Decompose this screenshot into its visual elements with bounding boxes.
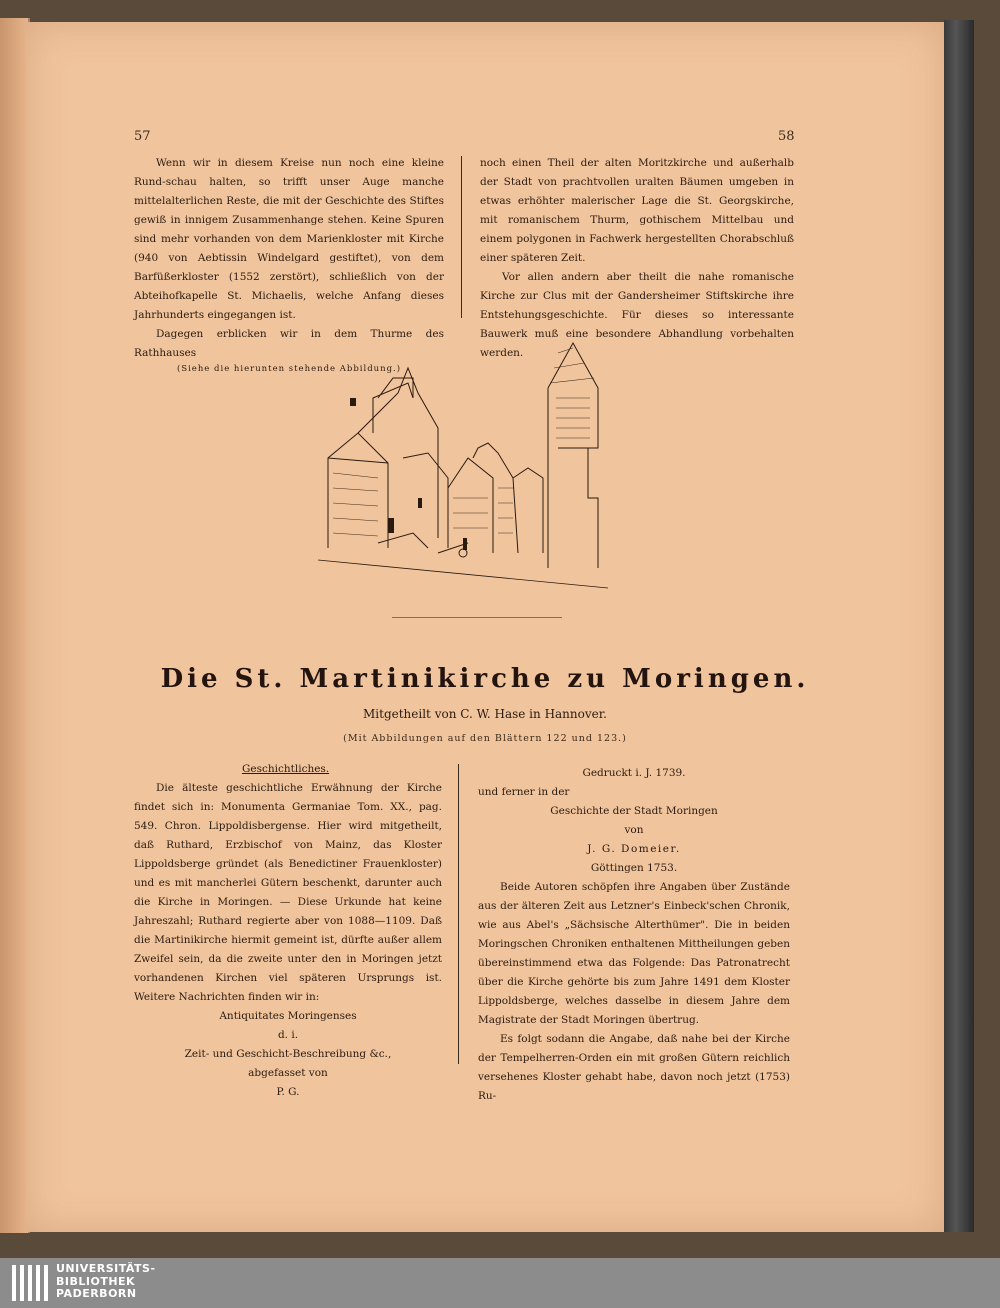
lower-right-column [478,764,790,1106]
page-number-left: 57 [134,129,151,144]
upper-right-column [480,154,794,363]
citation-line: Zeit- und Geschicht-Beschreibung &c., [184,1048,392,1060]
paragraph: Dagegen erblicken wir in dem Thurme des Rathhauses [134,328,444,359]
citation-line: d. i. [277,1029,299,1041]
paragraph: Vor allen andern aber theilt die nahe romanische Kirche zur Clus mit der Gandersheimer Stiftskirche ihre Entstehungsgeschichte. Für dieses so interessante Bauwerk muß eine besondere Abhandlung vorbehalten werden. [480,271,794,359]
paragraph: Die älteste geschichtliche Erwähnung der Kirche findet sich in: Monumenta Germaniae Tom. XX., pag. 549. Chron. Lippoldisbergense. Hier wird mitgetheilt, daß Ruthard, Erzbischof von Mainz, das Kloster Lippoldsberge gründet (als Benedictiner Frauenkloster) und es mit mancherlei Gütern beschenkt, darunter auch die Kirche in Moringen. — Diese Urkunde hat keine Jahreszahl; Ruthard regierte aber von 1088—1109. Daß die Martinikirche hiermit gemeint ist, dürfte außer allem Zweifel sein, da die zweite unter den in Moringen jetzt vorhandenen Kirchen viel späteren Ursprungs ist. Weitere Nachrichten finden wir in: [134,782,442,1003]
library-name-line: UNIVERSITÄTS- [56,1262,156,1275]
column-divider [458,764,459,1064]
citation-line: Geschichte der Stadt Moringen [550,805,718,817]
figure-caption: (Siehe die hierunten stehende Abbildung.) [176,364,402,374]
citation-line: Antiquitates Moringenses [219,1010,357,1022]
citation-line: abgefasset von [248,1067,328,1079]
paragraph: noch einen Theil der alten Moritzkirche und außerhalb der Stadt von prachtvollen uralten Bäumen umgeben in etwas erhöhter malerischer Lage die St. Georgskirche, mit romanischem Thurm, gothischem Mittelbau und einem polygonen in Fachwerk hergestellten Chorabschluß einer späteren Zeit. [480,157,794,264]
library-logo-icon [10,1261,52,1305]
paragraph: Es folgt sodann die Angabe, daß nahe bei der Kirche der Tempelherren-Orden ein mit großen Gütern reichlich versehenes Kloster gehabt habe, davon noch jetzt (1753) Ru- [478,1033,790,1102]
article-title: Die St. Martinikirche zu Moringen. [160,664,810,694]
library-footer [0,1258,1000,1308]
column-divider [461,156,462,318]
section-divider [392,617,562,618]
paragraph: Wenn wir in diesem Kreise nun noch eine kleine Rund-schau halten, so trifft unser Auge manche mittelalterlichen Reste, die mit der Geschichte des Stiftes gewiß in innigem Zusammenhange stehen. Keine Spuren sind mehr vorhanden von dem Marienkloster mit Kirche (940 von Aebtissin Windelgard gestiftet), von dem Barfüßerkloster (1552 zerstört), schließlich von der Abteihofkapelle St. Michaelis, welche Anfang dieses Jahrhunderts eingegangen ist. [134,157,444,321]
citation-line: P. G. [276,1086,300,1098]
town-hall-engraving [318,338,608,590]
page-number-right: 58 [778,129,795,144]
library-name-line: PADERBORN [56,1287,137,1300]
citation-line: Gedruckt i. J. 1739. [582,767,686,779]
lower-left-column [134,760,442,1102]
paragraph: und ferner in der [478,786,570,798]
paragraph: Beide Autoren schöpfen ihre Angaben über Zustände aus der älteren Zeit aus Letzner's Einbeck'schen Chronik, wie aus Abel's „Sächsische Alterthümer". Die in beiden Moringschen Chroniken enthaltenen Mittheilungen geben übereinstimmend etwa das Folgende: Das Patronatrecht über die Kirche gehörte bis zum Jahre 1491 dem Kloster Lippoldsberge, welches dasselbe in diesem Jahre dem Magistrate der Stadt Moringen übertrug. [478,881,790,1026]
citation-line: J. G. Domeier. [587,843,681,855]
article-byline: Mitgetheilt von C. W. Hase in Hannover. [363,707,607,721]
citation-line: von [624,824,644,836]
library-name [56,1263,156,1301]
article-note: (Mit Abbildungen auf den Blättern 122 und 123.) [343,733,627,744]
section-heading: Geschichtliches. [242,763,330,775]
book-binding [944,20,974,1232]
citation-line: Göttingen 1753. [590,862,678,874]
library-name-line: BIBLIOTHEK [56,1274,136,1288]
